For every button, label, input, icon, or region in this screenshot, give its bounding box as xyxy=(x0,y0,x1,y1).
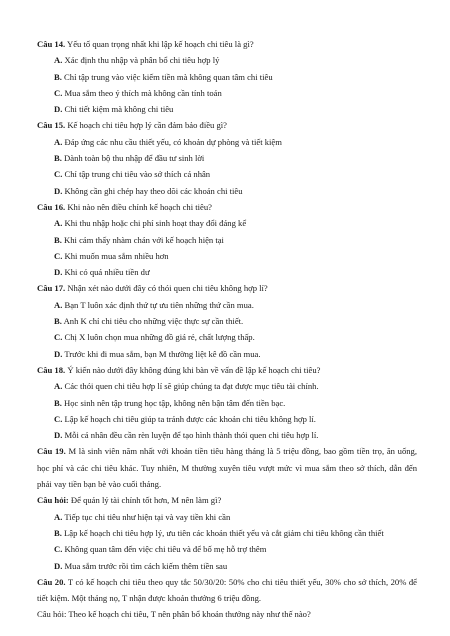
question-20-prompt: Câu hỏi: Theo kế hoạch chi tiêu, T nên phân bổ khoản thưởng này như thế nào? xyxy=(37,609,311,620)
option-18-d xyxy=(37,427,417,443)
question-text: Ý kiến nào dưới đây không đúng khi bàn về vấn đề lập kế hoạch chi tiêu? xyxy=(67,364,321,375)
option-19-b xyxy=(37,525,417,541)
option-16-a xyxy=(37,215,417,231)
option-letter: A. xyxy=(54,299,63,310)
option-letter: B. xyxy=(54,153,62,164)
question-17 xyxy=(37,280,417,296)
option-text: Khi thu nhập hoặc chi phí sinh hoạt thay đổi đáng kể xyxy=(64,218,247,229)
question-text: Kế hoạch chi tiêu hợp lý cần đảm bảo điều gì? xyxy=(67,120,227,131)
option-text: Đáp ứng các nhu cầu thiết yếu, có khoản dự phòng và tiết kiệm xyxy=(64,136,282,147)
option-17-b xyxy=(37,313,417,329)
option-letter: C. xyxy=(54,332,63,343)
question-number: Câu 14. xyxy=(37,39,66,49)
option-text: Lập kế hoạch chi tiêu giúp ta tránh được các khoản chi tiêu không hợp lí. xyxy=(64,413,316,424)
option-letter: B. xyxy=(54,527,62,538)
option-letter: A. xyxy=(54,511,63,522)
option-text: Dành toàn bộ thu nhập để đầu tư sinh lời xyxy=(64,153,205,164)
option-letter: D. xyxy=(54,560,63,571)
option-letter: C. xyxy=(54,169,63,180)
option-letter: B. xyxy=(54,316,62,327)
option-text: Mua sắm trước rồi tìm cách kiếm thêm tiền sau xyxy=(64,560,228,571)
option-text: Các thói quen chi tiêu hợp lí sẽ giúp chúng ta đạt được mục tiêu tài chính. xyxy=(64,381,319,392)
option-14-c xyxy=(37,85,417,101)
option-text: Không quan tâm đến việc chi tiêu và để bố mẹ hỗ trợ thêm xyxy=(64,544,267,555)
question-text: T có kế hoạch chi tiêu theo quy tắc 50/30/20: 50% cho chi tiêu thiết yếu, 30% cho sở thích, 20% để tiết kiệm. Một tháng nọ, T nhận được khoản thưởng 6 triệu đồng. xyxy=(37,576,417,604)
option-text: Khi muốn mua sắm nhiều hơn xyxy=(64,250,169,261)
option-19-d xyxy=(37,558,417,574)
option-text: Lập kế hoạch chi tiêu hợp lý, ưu tiên các khoản thiết yếu và cắt giảm chi tiêu không cần thiết xyxy=(64,527,384,538)
option-text: Học sinh nên tập trung học tập, không nên bận tâm đến tiền bạc. xyxy=(64,397,286,408)
option-text: Không cần ghi chép hay theo dõi các khoản chi tiêu xyxy=(64,185,243,196)
option-letter: B. xyxy=(54,71,62,82)
option-16-b xyxy=(37,232,417,248)
question-19 xyxy=(37,443,417,492)
sub-question-text: Để quản lý tài chính tốt hơn, M nên làm gì? xyxy=(70,495,222,506)
option-text: Chỉ tập trung chi tiêu vào sở thích cá nhân xyxy=(64,169,211,180)
question-16 xyxy=(37,199,417,215)
question-number: Câu 19. xyxy=(37,446,66,457)
option-14-b xyxy=(37,69,417,85)
option-18-c xyxy=(37,411,417,427)
option-text: Tiếp tục chi tiêu như hiện tại và vay tiền khi cần xyxy=(64,511,231,522)
option-letter: D. xyxy=(54,348,63,359)
option-19-c xyxy=(37,541,417,557)
option-letter: A. xyxy=(54,136,63,147)
option-text: Trước khi đi mua sắm, bạn M thường liệt kê đồ cần mua. xyxy=(64,348,261,359)
option-text: Chi tiết kiệm mà không chi tiêu xyxy=(64,104,174,115)
option-text: Khi cảm thấy nhàm chán với kế hoạch hiện tại xyxy=(64,234,224,245)
sub-question-label: Câu hỏi: xyxy=(37,495,69,506)
question-20 xyxy=(37,574,417,607)
question-18 xyxy=(37,362,417,378)
option-16-d xyxy=(37,264,417,280)
option-letter: B. xyxy=(54,234,62,245)
option-17-c xyxy=(37,329,417,345)
option-14-a xyxy=(37,52,417,68)
question-list xyxy=(37,36,417,623)
option-text: Xác định thu nhập và phân bổ chi tiêu hợp lý xyxy=(64,55,220,66)
option-letter: C. xyxy=(54,87,63,98)
option-letter: C. xyxy=(54,544,63,555)
option-letter: A. xyxy=(54,55,63,66)
option-text: Anh K chỉ chi tiêu cho những việc thực sự cần thiết. xyxy=(63,316,244,327)
question-text: Nhận xét nào dưới đây có thói quen chi tiêu không hợp lí? xyxy=(67,283,268,294)
option-letter: C. xyxy=(54,250,63,261)
option-14-d xyxy=(37,101,417,117)
option-17-a xyxy=(37,297,417,313)
question-14 xyxy=(37,36,417,52)
option-15-a xyxy=(37,134,417,150)
question-number: Câu 17. xyxy=(37,283,66,294)
question-number: Câu 15. xyxy=(37,120,66,131)
option-text: Chị X luôn chọn mua những đồ giá rẻ, chất lượng thấp. xyxy=(64,332,255,343)
option-letter: A. xyxy=(54,218,63,229)
question-number: Câu 18. xyxy=(37,364,66,375)
option-18-b xyxy=(37,395,417,411)
option-letter: D. xyxy=(54,104,63,115)
question-number: Câu 20. xyxy=(37,576,66,587)
option-text: Khi có quá nhiều tiền dư xyxy=(64,267,150,278)
option-19-a xyxy=(37,509,417,525)
option-letter: D. xyxy=(54,185,63,196)
question-19-prompt xyxy=(37,492,417,508)
question-number: Câu 16. xyxy=(37,201,66,212)
question-text: Khi nào nên điều chỉnh kế hoạch chi tiêu? xyxy=(67,201,212,212)
option-letter: B. xyxy=(54,397,62,408)
option-text: Mỗi cá nhân đều cần rèn luyện để tạo hình thành thói quen chi tiêu hợp lí. xyxy=(64,430,319,441)
option-16-c xyxy=(37,248,417,264)
option-text: Chỉ tập trung vào việc kiếm tiền mà không quan tâm chi tiêu xyxy=(64,71,273,82)
option-15-b xyxy=(37,150,417,166)
option-15-c xyxy=(37,166,417,182)
option-letter: D. xyxy=(54,267,63,278)
option-letter: C. xyxy=(54,413,63,424)
option-15-d xyxy=(37,183,417,199)
option-18-a xyxy=(37,378,417,394)
option-letter: A. xyxy=(54,381,63,392)
option-letter: D. xyxy=(54,430,63,441)
question-text: Yếu tố quan trọng nhất khi lập kế hoạch chi tiêu là gì? xyxy=(67,39,254,49)
option-text: Mua sắm theo ý thích mà không cần tính toán xyxy=(64,87,222,98)
question-text: M là sinh viên năm nhất với khoản tiền tiêu hàng tháng là 5 triệu đồng, bao gồm tiền trọ, ăn uống, học phí và các chi tiêu khác. Tuy nhiên, M thường xuyên tiêu vượt mức vì mua sắm theo sở thích, dẫn đến phải vay tiền bạn bè vào cuối tháng. xyxy=(37,446,417,490)
option-text: Bạn T luôn xác định thứ tự ưu tiên những thứ cần mua. xyxy=(64,299,254,310)
question-15 xyxy=(37,117,417,133)
option-17-d xyxy=(37,346,417,362)
